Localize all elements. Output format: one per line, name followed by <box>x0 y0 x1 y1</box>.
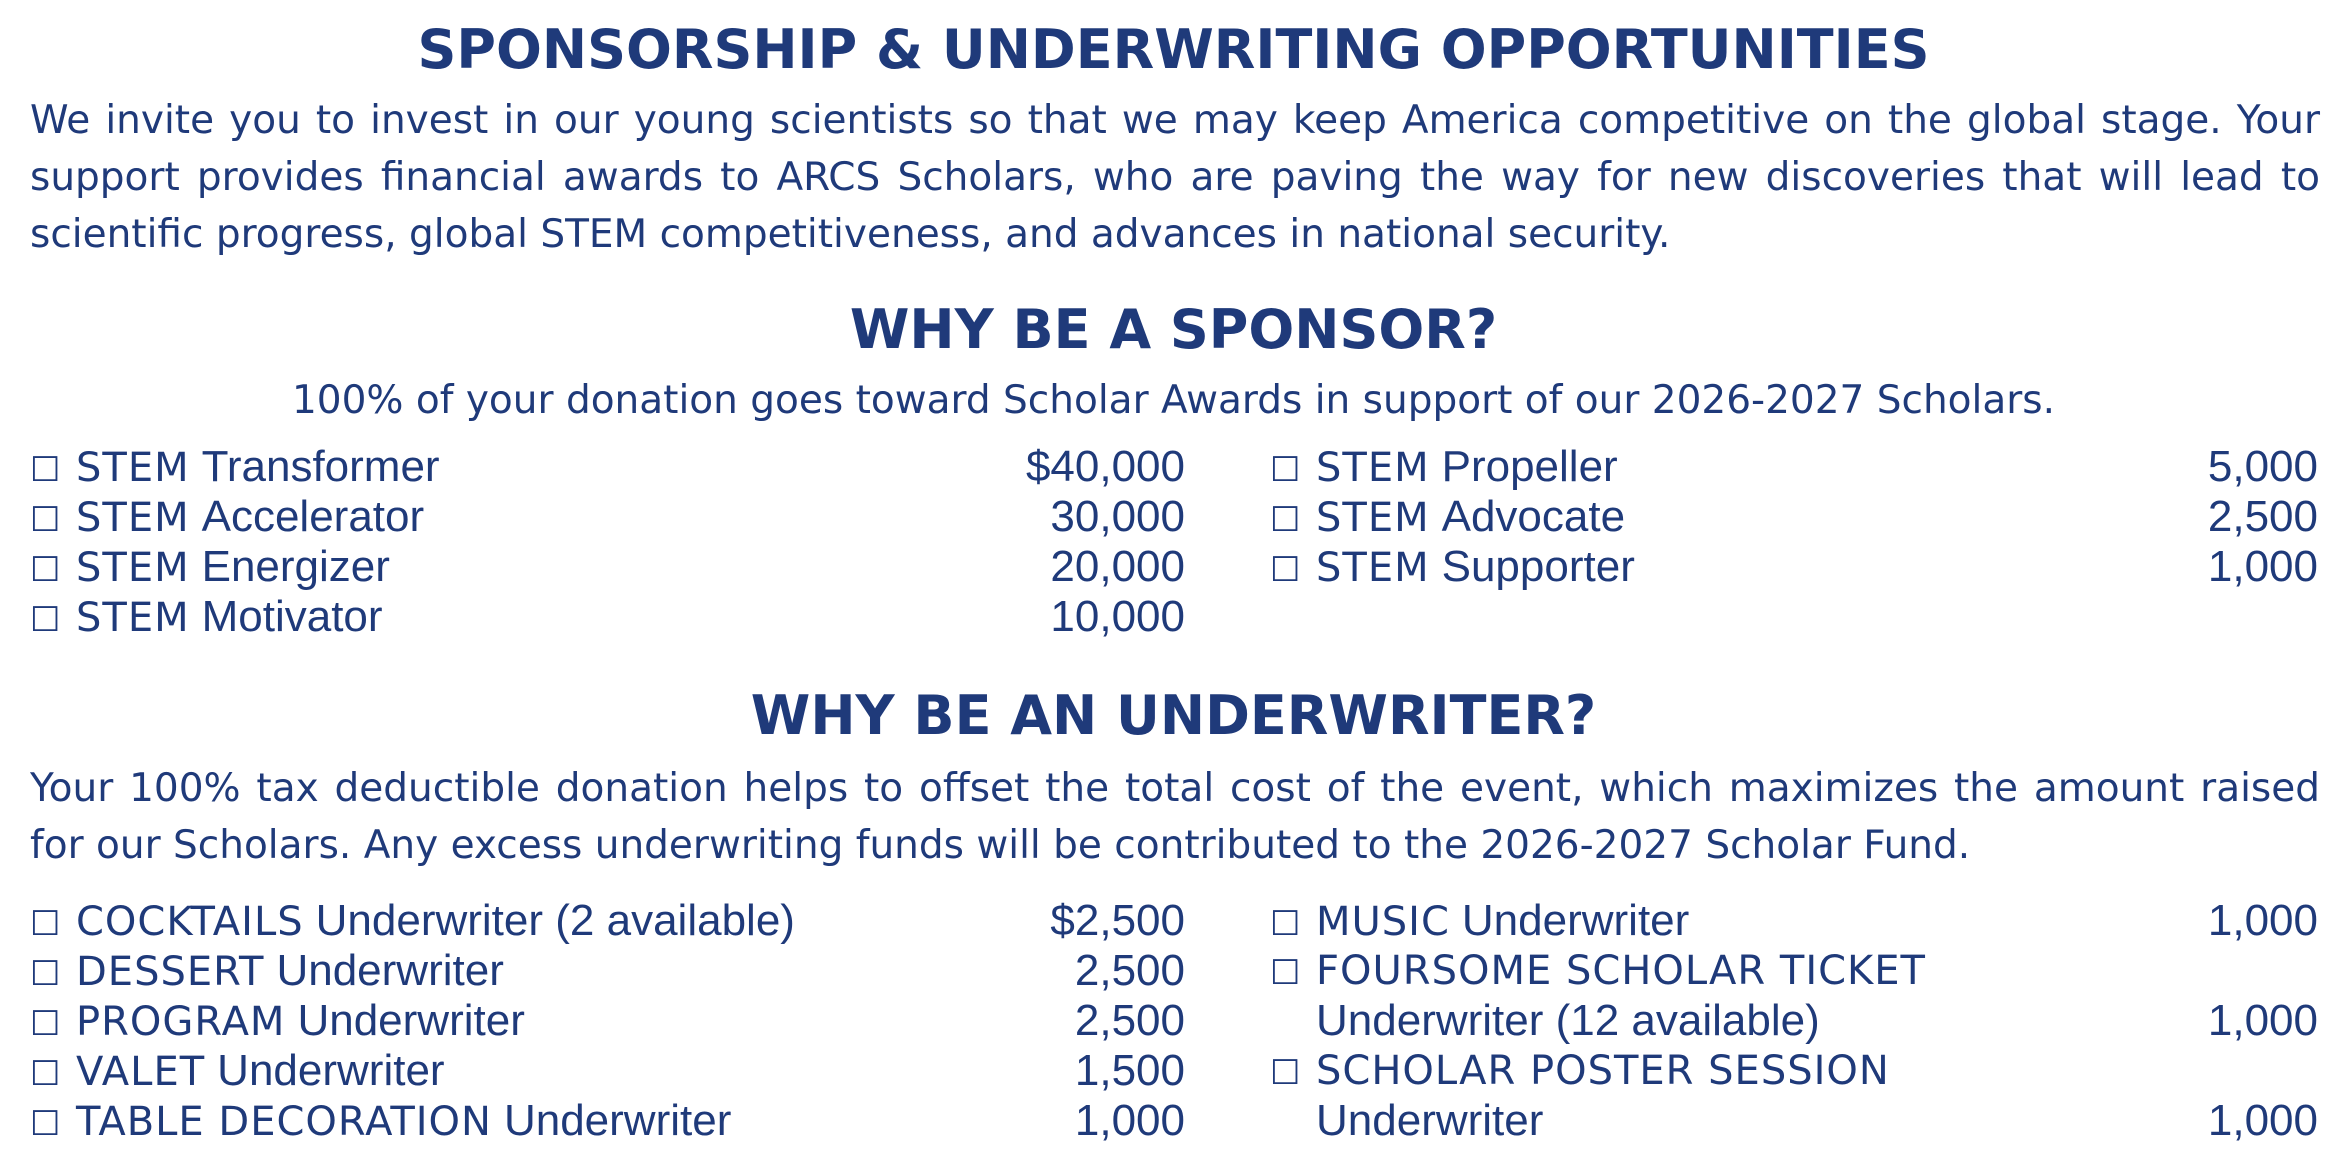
option-category: STEM <box>76 595 190 641</box>
checkbox-icon[interactable]: ☐ <box>1270 1053 1301 1093</box>
underwriter-option-row[interactable] <box>30 996 1185 1046</box>
option-category: STEM <box>76 495 190 541</box>
option-category: STEM <box>76 545 190 591</box>
checkbox-icon[interactable]: ☐ <box>30 1104 61 1144</box>
underwriter-description: Your 100% tax deductible donation helps to offset the total cost of the event, which maximizes the amount raised for our Scholars. Any excess underwriting funds will be contributed to the 2026-2027 Scholar Fund. <box>30 766 2320 868</box>
checkbox-icon[interactable]: ☐ <box>30 550 61 590</box>
option-amount: 2,500 <box>1074 946 1185 995</box>
option-level: Transformer <box>201 442 440 491</box>
checkbox-icon[interactable]: ☐ <box>30 600 61 640</box>
option-level: Underwriter <box>217 1046 445 1095</box>
option-amount: 30,000 <box>1050 492 1185 541</box>
option-level: Accelerator <box>201 492 425 541</box>
underwriter-option-row-continued <box>1270 1096 2318 1146</box>
underwriter-option-row[interactable] <box>30 896 1185 946</box>
underwriter-option-row[interactable] <box>30 946 1185 996</box>
option-category: TABLE DECORATION <box>76 1099 492 1145</box>
checkbox-icon[interactable]: ☐ <box>30 954 61 994</box>
underwriter-option-row[interactable] <box>1270 1046 2318 1096</box>
option-level: Underwriter <box>297 996 525 1045</box>
option-category: DESSERT <box>76 949 265 995</box>
checkbox-icon[interactable]: ☐ <box>30 1004 61 1044</box>
option-level: Supporter <box>1441 542 1635 591</box>
sponsor-left-column <box>30 442 1185 642</box>
option-category: VALET <box>76 1049 206 1095</box>
option-level: Underwriter <box>1461 896 1690 945</box>
sponsor-option-row[interactable] <box>1270 542 2318 592</box>
option-amount: 1,000 <box>2207 996 2318 1045</box>
checkbox-icon[interactable]: ☐ <box>30 1054 61 1094</box>
option-level: Propeller <box>1441 442 1618 491</box>
option-category: STEM <box>1316 495 1430 541</box>
sponsor-option-row[interactable] <box>30 542 1185 592</box>
sponsor-option-row[interactable] <box>1270 492 2318 542</box>
underwriter-heading: WHY BE AN UNDERWRITER? <box>750 684 1597 747</box>
option-amount: 1,000 <box>2207 1096 2318 1145</box>
underwriter-option-row[interactable] <box>30 1046 1185 1096</box>
option-category: COCKTAILS <box>76 899 304 945</box>
sponsor-description: 100% of your donation goes toward Scholar Awards in support of our 2026-2027 Scholars. <box>291 378 2056 423</box>
checkbox-icon[interactable]: ☐ <box>30 904 61 944</box>
option-level: Underwriter (12 available) <box>1316 996 1820 1045</box>
option-level: Underwriter <box>1316 1096 1544 1145</box>
underwriter-option-row[interactable] <box>1270 946 2318 996</box>
option-category: SCHOLAR POSTER SESSION <box>1316 1048 1890 1094</box>
sponsor-right-column <box>1270 442 2318 592</box>
checkbox-icon[interactable]: ☐ <box>1270 904 1301 944</box>
page-title: SPONSORSHIP & UNDERWRITING OPPORTUNITIES <box>417 18 1930 81</box>
option-level: Advocate <box>1441 492 1626 541</box>
checkbox-icon[interactable]: ☐ <box>30 450 61 490</box>
underwriter-option-row[interactable] <box>30 1096 1185 1146</box>
checkbox-icon[interactable]: ☐ <box>1270 550 1301 590</box>
option-level: Motivator <box>201 592 383 641</box>
option-amount: $40,000 <box>1025 442 1185 491</box>
option-amount: 1,500 <box>1074 1046 1185 1095</box>
option-category: STEM <box>76 445 190 491</box>
option-category: FOURSOME SCHOLAR TICKET <box>1316 948 1926 994</box>
option-amount: 20,000 <box>1050 542 1185 591</box>
checkbox-icon[interactable]: ☐ <box>1270 953 1301 993</box>
option-level: Underwriter <box>503 1096 732 1145</box>
option-amount: 1,000 <box>2207 896 2318 945</box>
option-amount: 2,500 <box>2207 492 2318 541</box>
intro-paragraph: We invite you to invest in our young scientists so that we may keep America competitive on the global stage. Your support provides financial awards to ARCS Scholars, who are paving the way for new discoveries that will lead to scientific progress, global STEM competitiveness, and advances in national security. <box>30 98 2320 257</box>
option-category: MUSIC <box>1316 899 1450 945</box>
option-amount: 10,000 <box>1050 592 1185 641</box>
option-level: Underwriter <box>276 946 504 995</box>
underwriter-right-column <box>1270 896 2318 1146</box>
underwriter-option-row-continued <box>1270 996 2318 1046</box>
option-category: STEM <box>1316 445 1430 491</box>
option-amount: 2,500 <box>1074 996 1185 1045</box>
sponsor-option-row[interactable] <box>30 442 1185 492</box>
option-amount: 5,000 <box>2207 442 2318 491</box>
checkbox-icon[interactable]: ☐ <box>1270 450 1301 490</box>
option-category: PROGRAM <box>76 999 286 1045</box>
underwriter-option-row[interactable] <box>1270 896 2318 946</box>
sponsor-option-row[interactable] <box>30 492 1185 542</box>
option-amount: $2,500 <box>1050 896 1185 945</box>
sponsor-option-row[interactable] <box>30 592 1185 642</box>
checkbox-icon[interactable]: ☐ <box>1270 500 1301 540</box>
checkbox-icon[interactable]: ☐ <box>30 500 61 540</box>
option-level: Underwriter (2 available) <box>315 896 795 945</box>
option-level: Energizer <box>201 542 390 591</box>
option-amount: 1,000 <box>2207 542 2318 591</box>
option-category: STEM <box>1316 545 1430 591</box>
option-amount: 1,000 <box>1074 1096 1185 1145</box>
underwriter-left-column <box>30 896 1185 1146</box>
sponsor-option-row[interactable] <box>1270 442 2318 492</box>
sponsor-heading: WHY BE A SPONSOR? <box>849 298 1498 361</box>
